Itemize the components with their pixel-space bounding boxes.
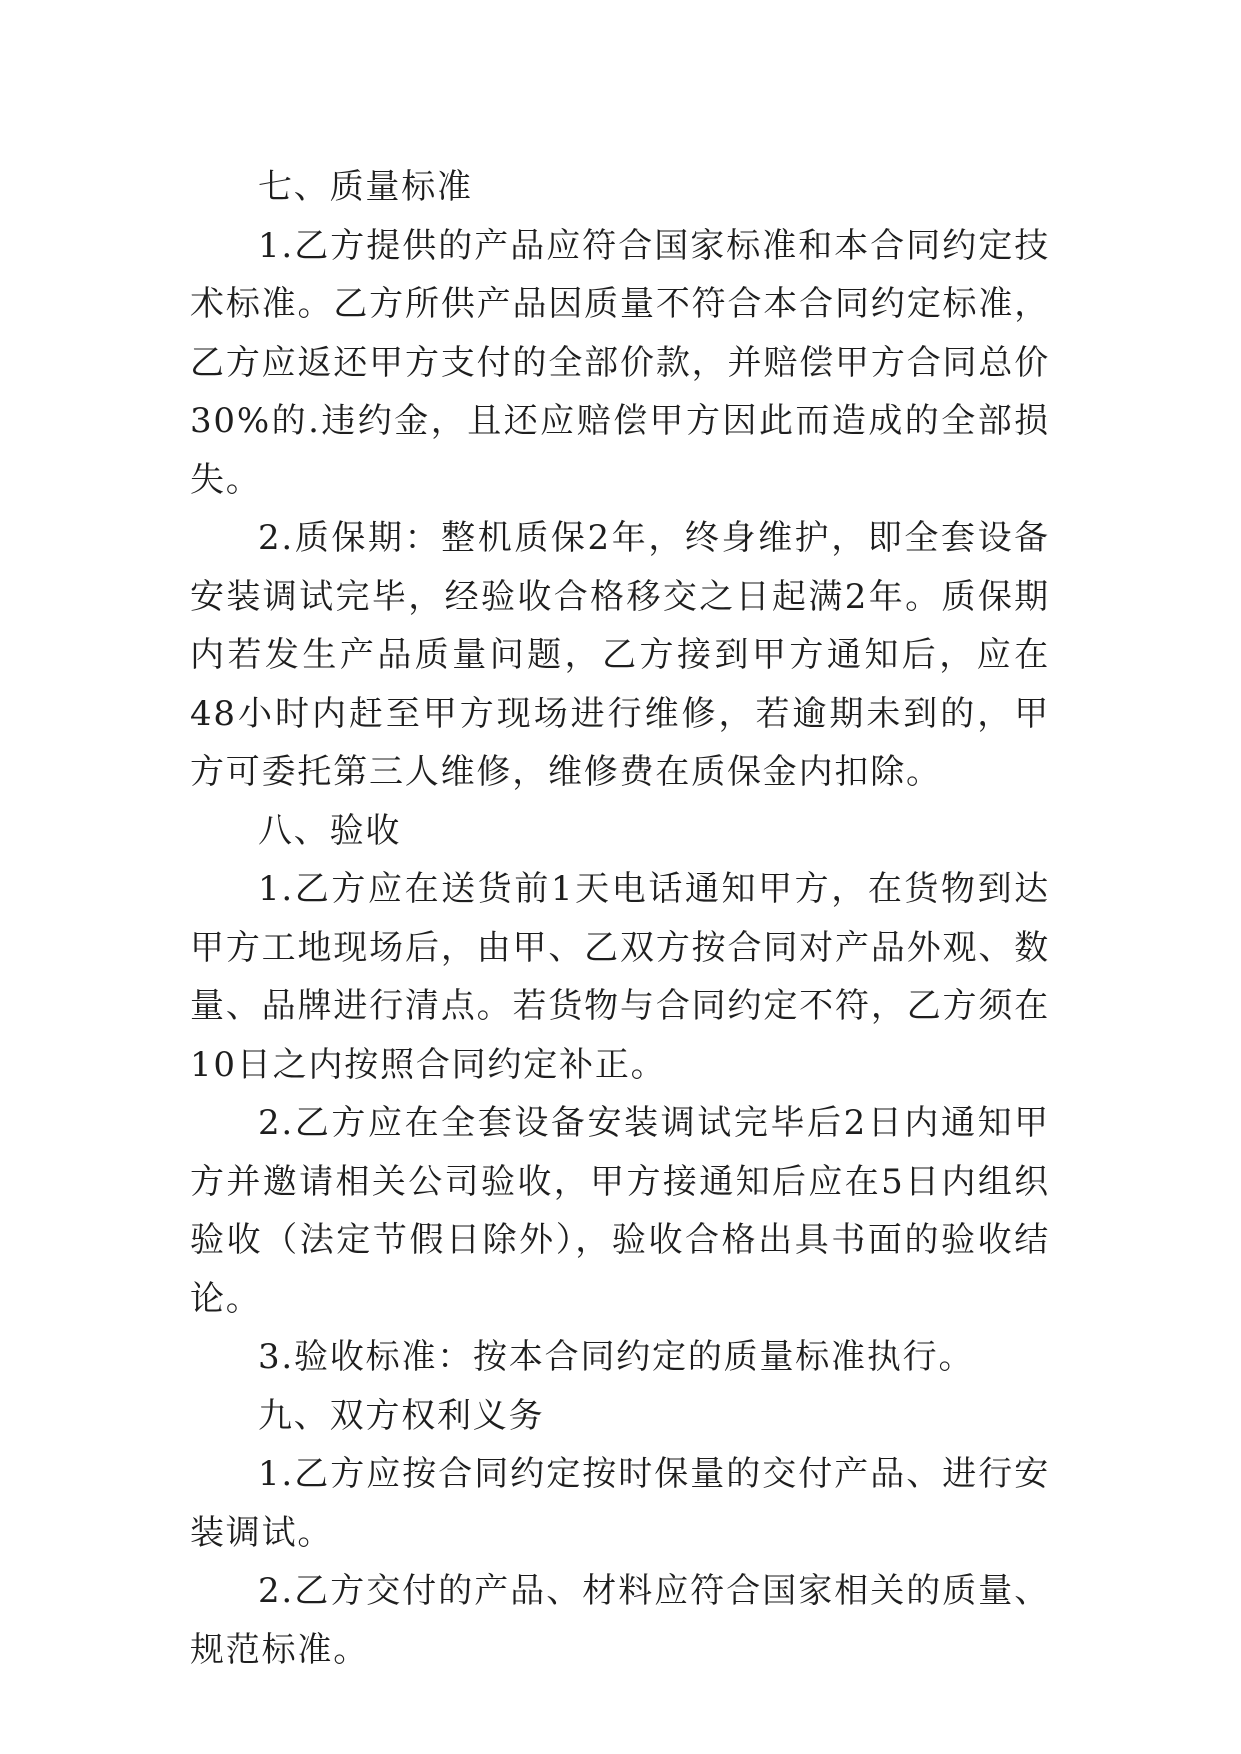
clause-paragraph: 2.乙方应在全套设备安装调试完毕后2日内通知甲方并邀请相关公司验收，甲方接通知后应在5日内组织验收（法定节假日除外），验收合格出具书面的验收结论。 <box>190 1103 1050 1319</box>
clause-paragraph: 1.乙方提供的产品应符合国家标准和本合同约定技术标准。乙方所供产品因质量不符合本合同约定标准，乙方应返还甲方支付的全部价款，并赔偿甲方合同总价30%的.违约金，且还应赔偿甲方因此而造成的全部损失。 <box>190 225 1050 500</box>
section-heading-quality-standard: 七、质量标准 <box>258 167 473 207</box>
section-heading-rights-obligations: 九、双方权利义务 <box>258 1395 545 1436</box>
clause-paragraph: 2.质保期：整机质保2年，终身维护，即全套设备安装调试完毕，经验收合格移交之日起满2年。质保期内若发生产品质量问题，乙方接到甲方通知后，应在48小时内赶至甲方现场进行维修，若逾期未到的，甲方可委托第三人维修，维修费在质保金内扣除。 <box>190 518 1050 792</box>
section-heading-acceptance: 八、验收 <box>258 810 402 851</box>
document-body <box>190 158 1050 1679</box>
clause-paragraph: 1.乙方应按合同约定按时保量的交付产品、进行安装调试。 <box>190 1454 1050 1553</box>
clause-paragraph: 3.验收标准：按本合同约定的质量标准执行。 <box>258 1337 975 1377</box>
clause-paragraph: 2.乙方交付的产品、材料应符合国家相关的质量、规范标准。 <box>190 1571 1050 1670</box>
clause-paragraph: 1.乙方应在送货前1天电话通知甲方，在货物到达甲方工地现场后，由甲、乙双方按合同对产品外观、数量、品牌进行清点。若货物与合同约定不符，乙方须在10日之内按照合同约定补正。 <box>190 869 1050 1085</box>
